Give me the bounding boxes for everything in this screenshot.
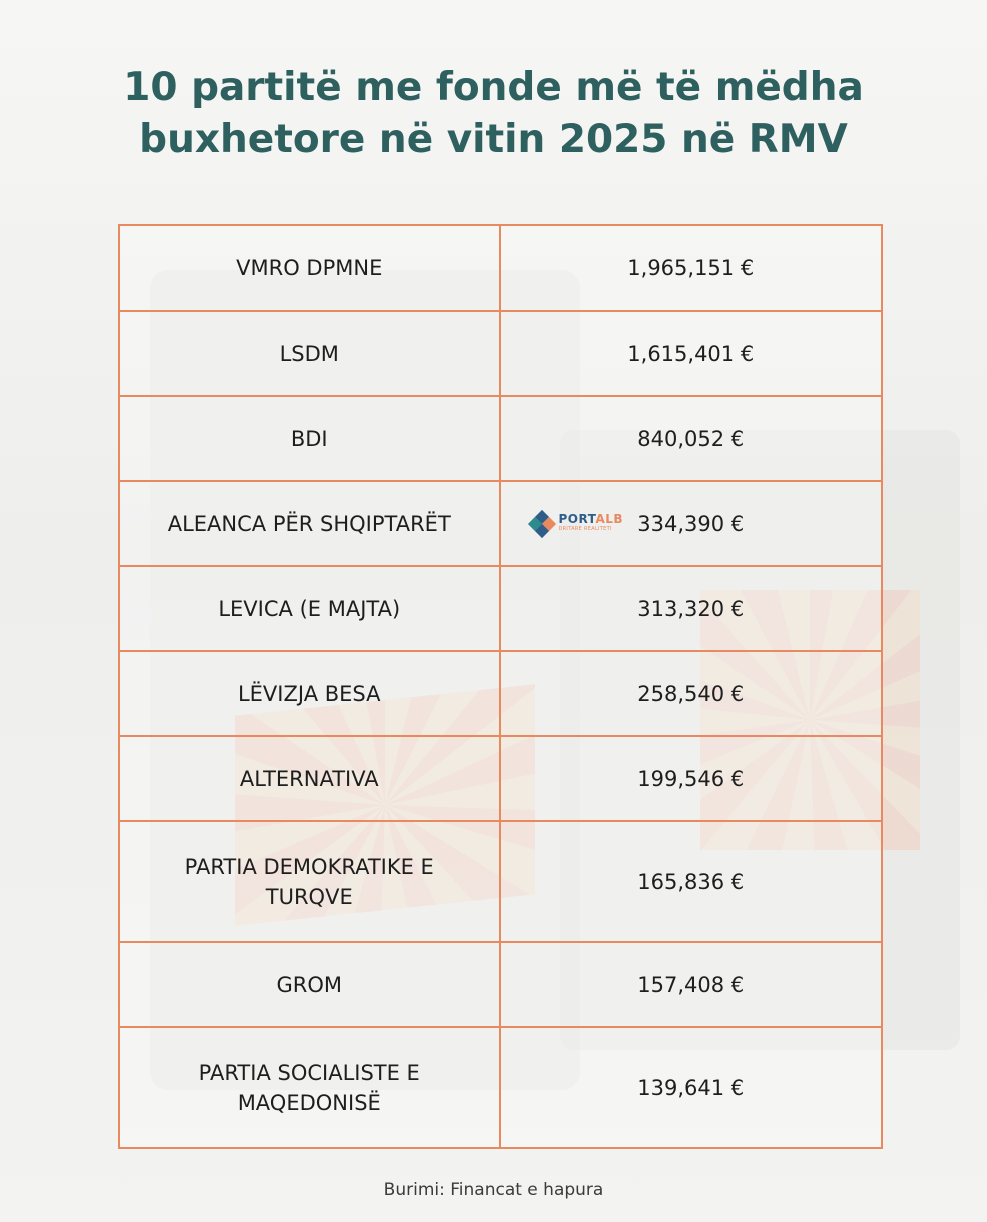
table-row	[120, 310, 881, 395]
table-row	[120, 480, 881, 565]
party-amount-value: 1,615,401 €	[627, 341, 755, 366]
party-name-cell: VMRO DPMNE	[120, 226, 501, 310]
party-name-cell: LSDM	[120, 312, 501, 395]
party-amount-cell	[501, 737, 882, 820]
party-amount-cell	[501, 1028, 882, 1147]
party-name-cell: ALEANCA PËR SHQIPTARËT	[120, 482, 501, 565]
party-name-cell: LËVIZJA BESA	[120, 652, 501, 735]
party-amount-value: 258,540 €	[637, 681, 745, 706]
party-amount-value: 157,408 €	[637, 972, 745, 997]
portalb-wordmark: PORTALB	[558, 511, 624, 526]
title-line-2: buxhetore në vitin 2025 në RMV	[139, 117, 848, 162]
party-amount-value: 334,390 €	[637, 511, 745, 536]
party-amount-cell	[501, 482, 882, 565]
party-name-cell: ALTERNATIVA	[120, 737, 501, 820]
party-amount-value: 139,641 €	[637, 1075, 745, 1100]
table-row	[120, 565, 881, 650]
table-row	[120, 735, 881, 820]
party-amount-cell	[501, 943, 882, 1026]
portalb-diamond-icon	[529, 511, 555, 537]
party-name-cell: PARTIA SOCIALISTE E MAQEDONISË	[120, 1028, 501, 1147]
party-funds-table	[118, 224, 883, 1149]
party-amount-cell	[501, 822, 882, 941]
party-amount-cell	[501, 226, 882, 310]
party-amount-value: 165,836 €	[637, 869, 745, 894]
party-amount-cell	[501, 397, 882, 480]
title-line-1: 10 partitë me fonde më të mëdha	[123, 65, 864, 110]
table-row	[120, 820, 881, 941]
party-amount-cell	[501, 652, 882, 735]
party-amount-value: 199,546 €	[637, 766, 745, 791]
table-row	[120, 395, 881, 480]
party-name-cell: PARTIA DEMOKRATIKE E TURQVE	[120, 822, 501, 941]
party-amount-cell	[501, 567, 882, 650]
source-note: Burimi: Financat e hapura	[383, 1180, 604, 1200]
page-title	[0, 62, 987, 166]
portalb-logo	[529, 511, 624, 537]
table-row	[120, 1026, 881, 1147]
party-name-cell: GROM	[120, 943, 501, 1026]
table-row	[120, 650, 881, 735]
party-name-cell: BDI	[120, 397, 501, 480]
party-amount-value: 1,965,151 €	[627, 256, 755, 280]
party-amount-value: 313,320 €	[637, 596, 745, 621]
party-amount-value: 840,052 €	[637, 426, 745, 451]
party-name-cell: LEVICA (E MAJTA)	[120, 567, 501, 650]
portalb-tagline: DRITARE REALITETI	[558, 525, 612, 532]
table-row	[120, 226, 881, 310]
party-amount-cell	[501, 312, 882, 395]
table-row	[120, 941, 881, 1026]
